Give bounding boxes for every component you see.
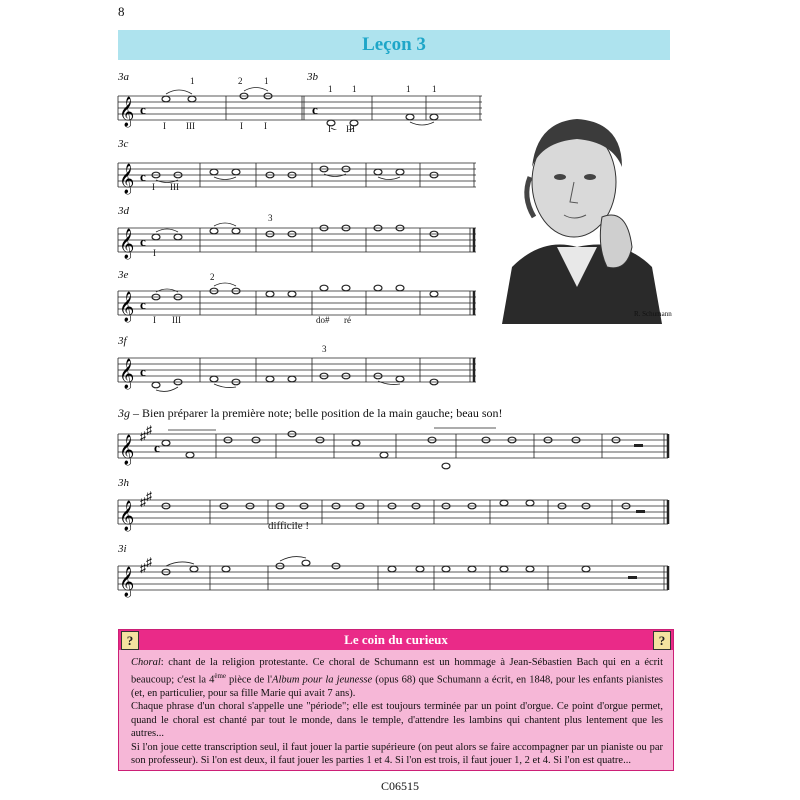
svg-text:III: III: [172, 315, 181, 325]
svg-text:III: III: [170, 182, 179, 192]
svg-text:I: I: [240, 121, 243, 131]
lesson-title: Leçon 3: [362, 34, 426, 55]
svg-text:𝄞: 𝄞: [119, 501, 135, 530]
treble-clef-icon: 𝄞: [119, 97, 135, 126]
svg-text:♯: ♯: [140, 495, 146, 509]
svg-text:3: 3: [322, 344, 327, 354]
page-number: 8: [118, 4, 125, 19]
exercise-label-3a: 3a: [118, 71, 129, 83]
curious-corner-box: [118, 629, 674, 771]
exercise-label-3c: 3c: [118, 138, 129, 150]
svg-text:c: c: [154, 440, 160, 455]
box-header: [119, 630, 673, 650]
portrait-caption: R. Schumann: [634, 310, 672, 318]
fingering-I: I: [163, 121, 166, 131]
svg-text:1: 1: [264, 76, 269, 86]
svg-text:I: I: [153, 315, 156, 325]
svg-text:3: 3: [268, 213, 273, 223]
exercise-label-3d: 3d: [118, 205, 129, 217]
svg-text:𝄞: 𝄞: [119, 435, 135, 464]
svg-text:c: c: [140, 102, 146, 117]
svg-text:c: c: [140, 364, 146, 379]
schumann-portrait-image: [482, 97, 672, 324]
svg-text:III: III: [346, 124, 355, 134]
svg-text:♯: ♯: [146, 423, 152, 437]
svg-text:𝄞: 𝄞: [119, 567, 135, 596]
exercise-label-3i: 3i: [118, 543, 127, 555]
question-mark-icon: ?: [653, 631, 671, 650]
fingering-layer: [116, 74, 486, 654]
svg-text:III: III: [186, 121, 195, 131]
exercise-label-3b: 3b: [307, 71, 318, 83]
paragraph-performance: Si l'on joue cette transcription seul, il faut jouer la partie supérieure (on peut alors se faire accompagner par un pianiste ou par son professeur). Si l'on est deux, il faut jouer les parties 1 et 4. Si l'on est trois, il faut jouer 1, 2 et 4. Si l'on est quatre...: [131, 741, 663, 766]
svg-text:𝄞: 𝄞: [119, 164, 135, 193]
exercise-label-3f: 3f: [118, 335, 127, 347]
svg-text:1: 1: [328, 84, 333, 94]
svg-text:2: 2: [210, 272, 215, 282]
svg-text:𝄞: 𝄞: [119, 292, 135, 321]
paragraph-periode: Chaque phrase d'un choral s'appelle une "période"; elle est toujours terminée par un point d'orgue. Ce point d'orgue permet, quand le choral est chanté par tout le monde, dans le temple, d'attendre les lambins qui chantent plus lentement que les autres...: [131, 701, 663, 739]
svg-text:1: 1: [190, 76, 195, 86]
svg-text:𝄞: 𝄞: [119, 359, 135, 388]
exercise-label-3g: 3g: [118, 406, 130, 420]
box-title: Le coin du curieux: [344, 632, 448, 647]
svg-text:I: I: [153, 248, 156, 258]
svg-text:I: I: [328, 124, 331, 134]
note-name-re: ré: [344, 315, 351, 325]
exercise-label-3h: 3h: [118, 477, 129, 489]
svg-text:♯: ♯: [146, 489, 152, 503]
svg-text:♯: ♯: [146, 555, 152, 569]
svg-text:c: c: [312, 102, 318, 117]
lesson-title-bar: [118, 30, 670, 60]
instruction-text: – Bien préparer la première note; belle position de la main gauche; beau son!: [133, 406, 503, 420]
svg-text:1: 1: [432, 84, 437, 94]
svg-text:1: 1: [352, 84, 357, 94]
svg-text:c: c: [140, 297, 146, 312]
paragraph-choral: Choral: chant de la religion protestante. Ce choral de Schumann est un hommage à Jean-Sébastien Bach qui en a écrit beaucoup; c'est la 4ème pièce de l'Album pour la jeunesse (opus 68) que Schumann a écrit, en 1848, pour les enfants pianistes (et, en particulier, pour sa fille Marie qui avait 7 ans).: [131, 657, 663, 699]
svg-text:I: I: [152, 182, 155, 192]
svg-text:𝄞: 𝄞: [119, 229, 135, 258]
svg-text:2: 2: [238, 76, 243, 86]
box-body: [131, 656, 663, 768]
svg-text:c: c: [140, 234, 146, 249]
note-name-do-sharp: do#: [316, 315, 330, 325]
svg-text:c: c: [140, 169, 146, 184]
svg-text:♯: ♯: [140, 561, 146, 575]
exercise-label-3e: 3e: [118, 269, 129, 281]
question-mark-icon: ?: [121, 631, 139, 650]
svg-text:♯: ♯: [140, 429, 146, 443]
svg-text:1: 1: [406, 84, 411, 94]
svg-text:I: I: [264, 121, 267, 131]
annotation-difficile: difficile !: [268, 520, 310, 532]
footer-code: C06515: [380, 779, 419, 793]
